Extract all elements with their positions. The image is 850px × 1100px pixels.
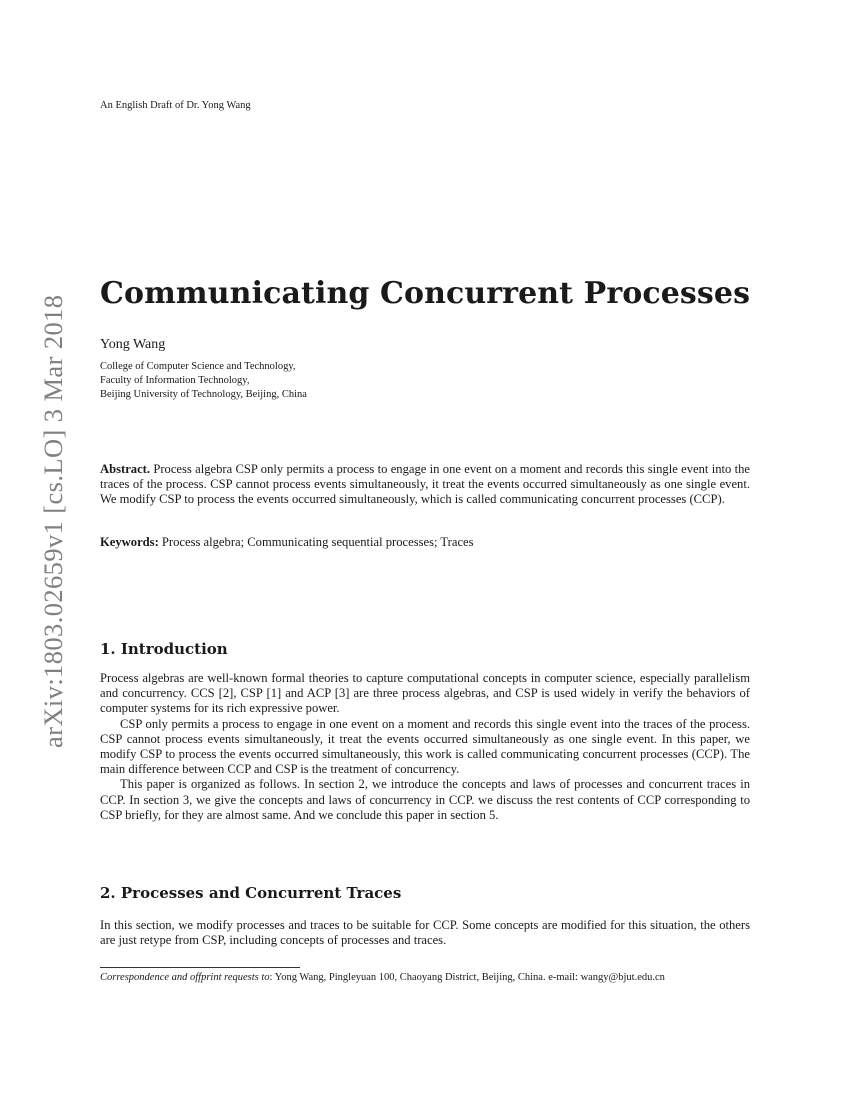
introduction-body xyxy=(100,671,750,823)
footnote xyxy=(100,971,750,985)
abstract xyxy=(100,462,750,508)
affiliation-line: Beijing University of Technology, Beijing, China xyxy=(100,389,307,400)
author-name: Yong Wang xyxy=(100,337,166,352)
arxiv-side-stamp xyxy=(18,268,68,748)
footnote-text: : Yong Wang, Pingleyuan 100, Chaoyang District, Beijing, China. e-mail: wangy@bjut.edu.cn xyxy=(269,972,665,983)
keywords-text: Process algebra; Communicating sequential processes; Traces xyxy=(161,535,474,549)
abstract-text: Process algebra CSP only permits a process to engage in one event on a moment and records this single event into the traces of the process. CSP cannot process events simultaneously, it treat the events occurred simultaneously as one single event. We modify CSP to process the events occurred simultaneously, which is called communicating concurrent processes (CCP). xyxy=(100,462,750,507)
section2-body xyxy=(100,918,750,948)
footnote-rule xyxy=(100,967,300,968)
arxiv-identifier: arXiv:1803.02659v1 [cs.LO] 3 Mar 2018 xyxy=(38,294,68,748)
keywords xyxy=(100,535,750,550)
running-head: An English Draft of Dr. Yong Wang xyxy=(100,100,251,111)
affiliation-line: College of Computer Science and Technology, xyxy=(100,361,296,372)
paragraph: In this section, we modify processes and traces to be suitable for CCP. Some concepts are modified for this situation, the others are just retype from CSP, including concepts of processes and traces. xyxy=(100,918,750,948)
paper-title: Communicating Concurrent Processes xyxy=(100,276,751,311)
affiliation-line: Faculty of Information Technology, xyxy=(100,375,250,386)
paragraph: CSP only permits a process to engage in one event on a moment and records this single event into the traces of the process. CSP cannot process events simultaneously, it treat the events occurred simultaneously as one single event. In this paper, we modify CSP to process the events occurred simultaneously, this work is called communicating concurrent processes (CCP). The main difference between CCP and CSP is the treatment of concurrency. xyxy=(100,716,750,777)
section-heading-introduction: 1. Introduction xyxy=(100,640,228,658)
section-heading-processes: 2. Processes and Concurrent Traces xyxy=(100,884,402,902)
paragraph: This paper is organized as follows. In section 2, we introduce the concepts and laws of processes and concurrent traces in CCP. In section 3, we give the concepts and laws of concurrency in CCP. we discuss the rest contents of CCP corresponding to CSP briefly, for they are almost same. And we conclude this paper in section 5. xyxy=(100,777,750,822)
affiliation xyxy=(100,360,307,402)
abstract-label: Abstract. xyxy=(100,462,151,476)
paragraph: Process algebras are well-known formal theories to capture computational concepts in computer science, especially parallelism and concurrency. CCS [2], CSP [1] and ACP [3] are three process algebras, and CSP is used widely in verify the behaviors of computer systems for its rich expressive power. xyxy=(100,671,750,716)
keywords-label: Keywords: xyxy=(100,535,159,549)
footnote-label: Correspondence and offprint requests to xyxy=(100,972,270,983)
